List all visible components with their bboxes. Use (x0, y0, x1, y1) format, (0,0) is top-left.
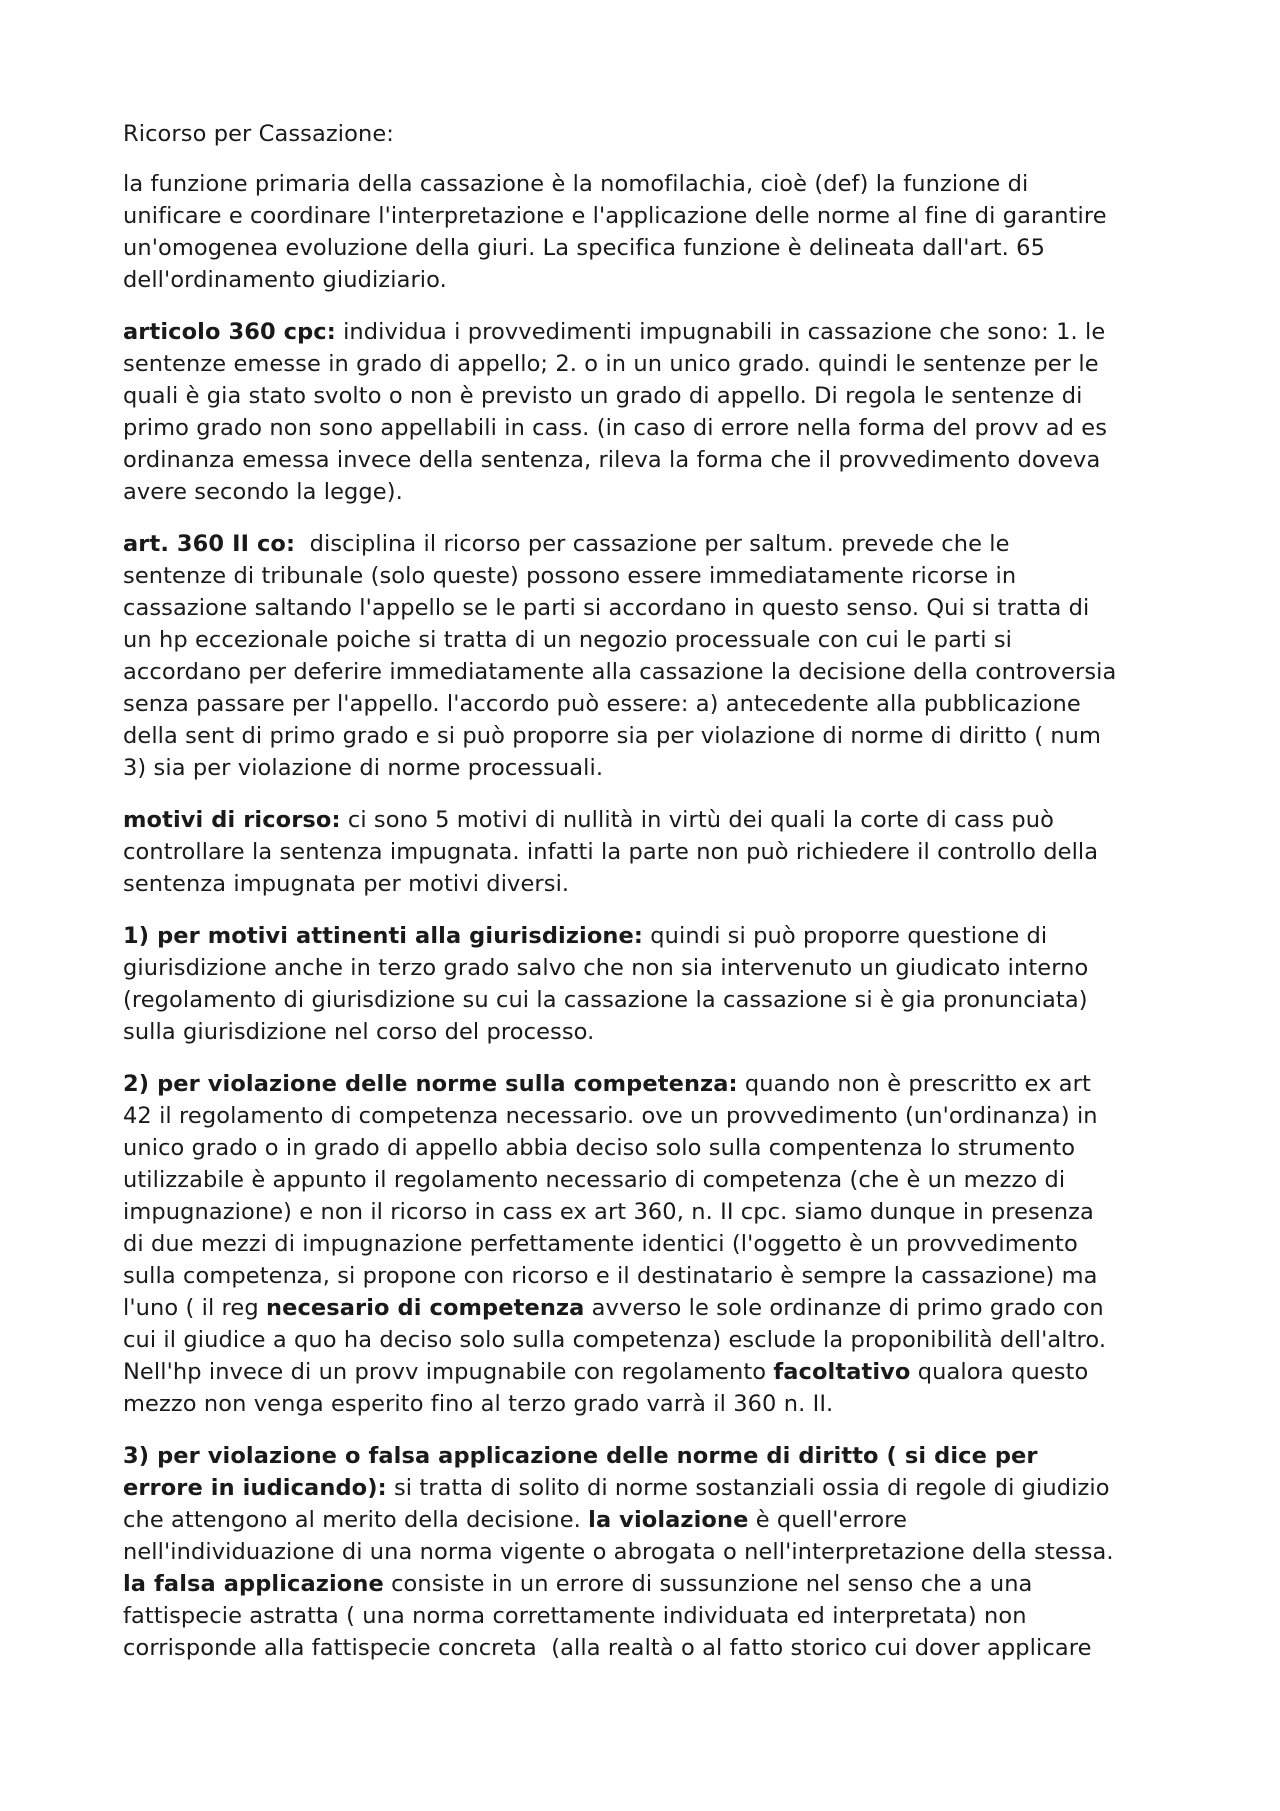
bold-heading: art. 360 II co: (123, 531, 296, 557)
text-line: sentenze di tribunale (solo queste) possono essere immediatamente ricorse in (123, 563, 1017, 589)
text-line: unico grado o in grado di appello abbia deciso solo sulla compentenza lo strumento (123, 1135, 1076, 1161)
paragraph-motivi-di-ricorso (123, 804, 1183, 900)
text-line: sulla competenza, si propone con ricorso e il destinatario è sempre la cassazione) ma (123, 1263, 1098, 1289)
inline-text: che attengono al merito della decisione. (123, 1507, 589, 1533)
inline-text: disciplina il ricorso per cassazione per saltum. prevede che le (295, 531, 1010, 557)
text-line: mezzo non venga esperito fino al terzo grado varrà il 360 n. II. (123, 1391, 834, 1417)
text-line (123, 316, 1183, 348)
text-line: della sent di primo grado e si può proporre sia per violazione di norme di diritto ( num (123, 723, 1102, 749)
inline-text: Nell'hp invece di un provv impugnabile con regolamento (123, 1359, 774, 1385)
inline-text: l'uno ( il reg (123, 1295, 266, 1321)
text-line (123, 1440, 1183, 1472)
bold-heading: 2) per violazione delle norme sulla competenza: (123, 1071, 738, 1097)
text-line: corrisponde alla fattispecie concreta (alla realtà o al fatto storico cui dover applicare (123, 1635, 1092, 1661)
text-line: primo grado non sono appellabili in cass. (in caso di errore nella forma del provv ad es (123, 415, 1108, 441)
paragraph-articolo-360 (123, 316, 1183, 508)
text-line: la funzione primaria della cassazione è la nomofilachia, cioè (def) la funzione di (123, 171, 1029, 197)
text-line: quali è gia stato svolto o non è previsto un grado di appello. Di regola le sentenze di (123, 383, 1083, 409)
bold-term: la violazione (588, 1507, 749, 1533)
paragraph-motivo-2 (123, 1068, 1183, 1420)
bold-term: necesario di competenza (266, 1295, 585, 1321)
document-title (123, 118, 1183, 150)
text-line: un hp eccezionale poiche si tratta di un negozio processuale con cui le parti si (123, 627, 1013, 653)
text-line: sentenze emesse in grado di appello; 2. o in un unico grado. quindi le sentenze per le (123, 351, 1099, 377)
text-line (123, 1356, 1183, 1388)
text-line (123, 528, 1183, 560)
text-line: cassazione saltando l'appello se le parti si accordano in questo senso. Qui si tratta di (123, 595, 1090, 621)
text-line: senza passare per l'appello. l'accordo può essere: a) antecedente alla pubblicazione (123, 691, 1081, 717)
inline-text: consiste in un errore di sussunzione nel senso che a una (383, 1571, 1033, 1597)
text-line: sulla giurisdizione nel corso del processo. (123, 1019, 595, 1045)
text-line: giurisdizione anche in terzo grado salvo che non sia intervenuto un giudicato interno (123, 955, 1089, 981)
bold-term: facoltativo (773, 1359, 911, 1385)
text-line: controllare la sentenza impugnata. infatti la parte non può richiedere il controllo della (123, 839, 1099, 865)
text-line: utilizzabile è appunto il regolamento necessario di competenza (che è un mezzo di (123, 1167, 1066, 1193)
text-line (123, 1472, 1183, 1504)
text-line (123, 1568, 1183, 1600)
text-line (123, 1292, 1183, 1324)
bold-heading: errore in iudicando): (123, 1475, 387, 1501)
bold-heading: motivi di ricorso: (123, 807, 341, 833)
inline-text: avverso le sole ordinanze di primo grado con (584, 1295, 1104, 1321)
text-line: unificare e coordinare l'interpretazione e l'applicazione delle norme al fine di garantire (123, 203, 1107, 229)
bold-heading: articolo 360 cpc: (123, 319, 336, 345)
inline-text: ci sono 5 motivi di nullità in virtù dei quali la corte di cass può (340, 807, 1055, 833)
text-line: 42 il regolamento di competenza necessario. ove un provvedimento (un'ordinanza) in (123, 1103, 1098, 1129)
inline-text: quindi si può proporre questione di (642, 923, 1048, 949)
inline-text: individua i provvedimenti impugnabili in cassazione che sono: 1. le (335, 319, 1106, 345)
text-line (123, 804, 1183, 836)
bold-heading: 1) per motivi attinenti alla giurisdizione: (123, 923, 643, 949)
text-line: impugnazione) e non il ricorso in cass ex art 360, n. II cpc. siamo dunque in presenza (123, 1199, 1094, 1225)
bold-heading: 3) per violazione o falsa applicazione delle norme di diritto ( si dice per (123, 1443, 1038, 1469)
paragraph-nomofilachia (123, 168, 1183, 296)
title-line: Ricorso per Cassazione: (123, 121, 394, 147)
inline-text: si tratta di solito di norme sostanziali ossia di regole di giudizio (386, 1475, 1110, 1501)
text-line: (regolamento di giurisdizione su cui la cassazione la cassazione si è gia pronunciata) (123, 987, 1088, 1013)
text-line: dell'ordinamento giudiziario. (123, 267, 447, 293)
document-page (123, 118, 1183, 1684)
text-line: ordinanza emessa invece della sentenza, rileva la forma che il provvedimento doveva (123, 447, 1101, 473)
text-line (123, 920, 1183, 952)
text-line (123, 1068, 1183, 1100)
paragraph-motivo-1 (123, 920, 1183, 1048)
text-line: accordano per deferire immediatamente alla cassazione la decisione della controversia (123, 659, 1117, 685)
paragraph-motivo-3 (123, 1440, 1183, 1664)
text-line: sentenza impugnata per motivi diversi. (123, 871, 570, 897)
text-line: avere secondo la legge). (123, 479, 403, 505)
bold-term: la falsa applicazione (123, 1571, 384, 1597)
text-line: di due mezzi di impugnazione perfettamente identici (l'oggetto è un provvedimento (123, 1231, 1078, 1257)
inline-text: quando non è prescritto ex art (737, 1071, 1091, 1097)
text-line: fattispecie astratta ( una norma correttamente individuata ed interpretata) non (123, 1603, 1027, 1629)
inline-text: qualora questo (910, 1359, 1089, 1385)
text-line (123, 1504, 1183, 1536)
inline-text: è quell'errore (748, 1507, 908, 1533)
text-line: un'omogenea evoluzione della giuri. La specifica funzione è delineata dall'art. 65 (123, 235, 1045, 261)
paragraph-art-360-ii (123, 528, 1183, 784)
text-line: nell'individuazione di una norma vigente o abrogata o nell'interpretazione della stessa. (123, 1539, 1114, 1565)
text-line: 3) sia per violazione di norme processuali. (123, 755, 604, 781)
text-line: cui il giudice a quo ha deciso solo sulla competenza) esclude la proponibilità dell'altro. (123, 1327, 1107, 1353)
